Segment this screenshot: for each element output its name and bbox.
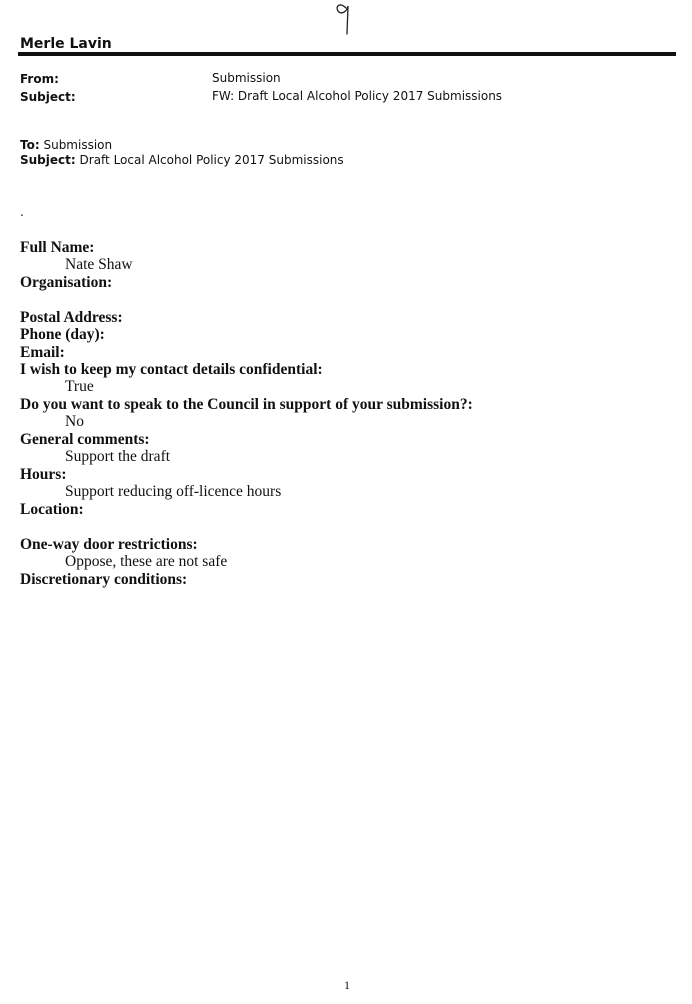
forwarded-subject-line [20, 153, 344, 167]
from-label: From: [20, 72, 59, 86]
speak-value: No [65, 413, 84, 430]
speak-label: Do you want to speak to the Council in support of your submission?: [20, 396, 473, 413]
forwarded-subject-value: Draft Local Alcohol Policy 2017 Submissions [79, 153, 344, 167]
confidential-label: I wish to keep my contact details confidential: [20, 361, 323, 378]
sender-name: Merle Lavin [20, 36, 112, 52]
hours-label: Hours: [20, 466, 67, 483]
forwarded-subject-label: Subject: [20, 153, 76, 167]
confidential-value: True [65, 378, 94, 395]
to-value: Submission [43, 138, 113, 152]
location-label: Location: [20, 501, 84, 518]
organisation-label: Organisation: [20, 274, 113, 291]
from-value: Submission [212, 71, 281, 85]
full-name-value: Nate Shaw [65, 256, 133, 273]
page-number: 1 [344, 978, 350, 992]
handwritten-page-mark [332, 0, 356, 36]
general-comments-label: General comments: [20, 431, 150, 448]
postal-address-label: Postal Address: [20, 309, 123, 326]
full-name-label: Full Name: [20, 239, 95, 256]
one-way-door-value: Oppose, these are not safe [65, 553, 228, 570]
forwarded-to-line [20, 138, 112, 152]
discretionary-label: Discretionary conditions: [20, 571, 188, 588]
subject-label: Subject: [20, 90, 76, 104]
subject-value: FW: Draft Local Alcohol Policy 2017 Submissions [212, 89, 503, 103]
to-label: To: [20, 138, 40, 152]
email-label: Email: [20, 344, 65, 361]
hours-value: Support reducing off-licence hours [65, 483, 282, 500]
general-comments-value: Support the draft [65, 448, 171, 465]
one-way-door-label: One-way door restrictions: [20, 536, 198, 553]
phone-label: Phone (day): [20, 326, 105, 343]
dot-mark: . [20, 205, 24, 219]
header-divider [18, 52, 676, 56]
